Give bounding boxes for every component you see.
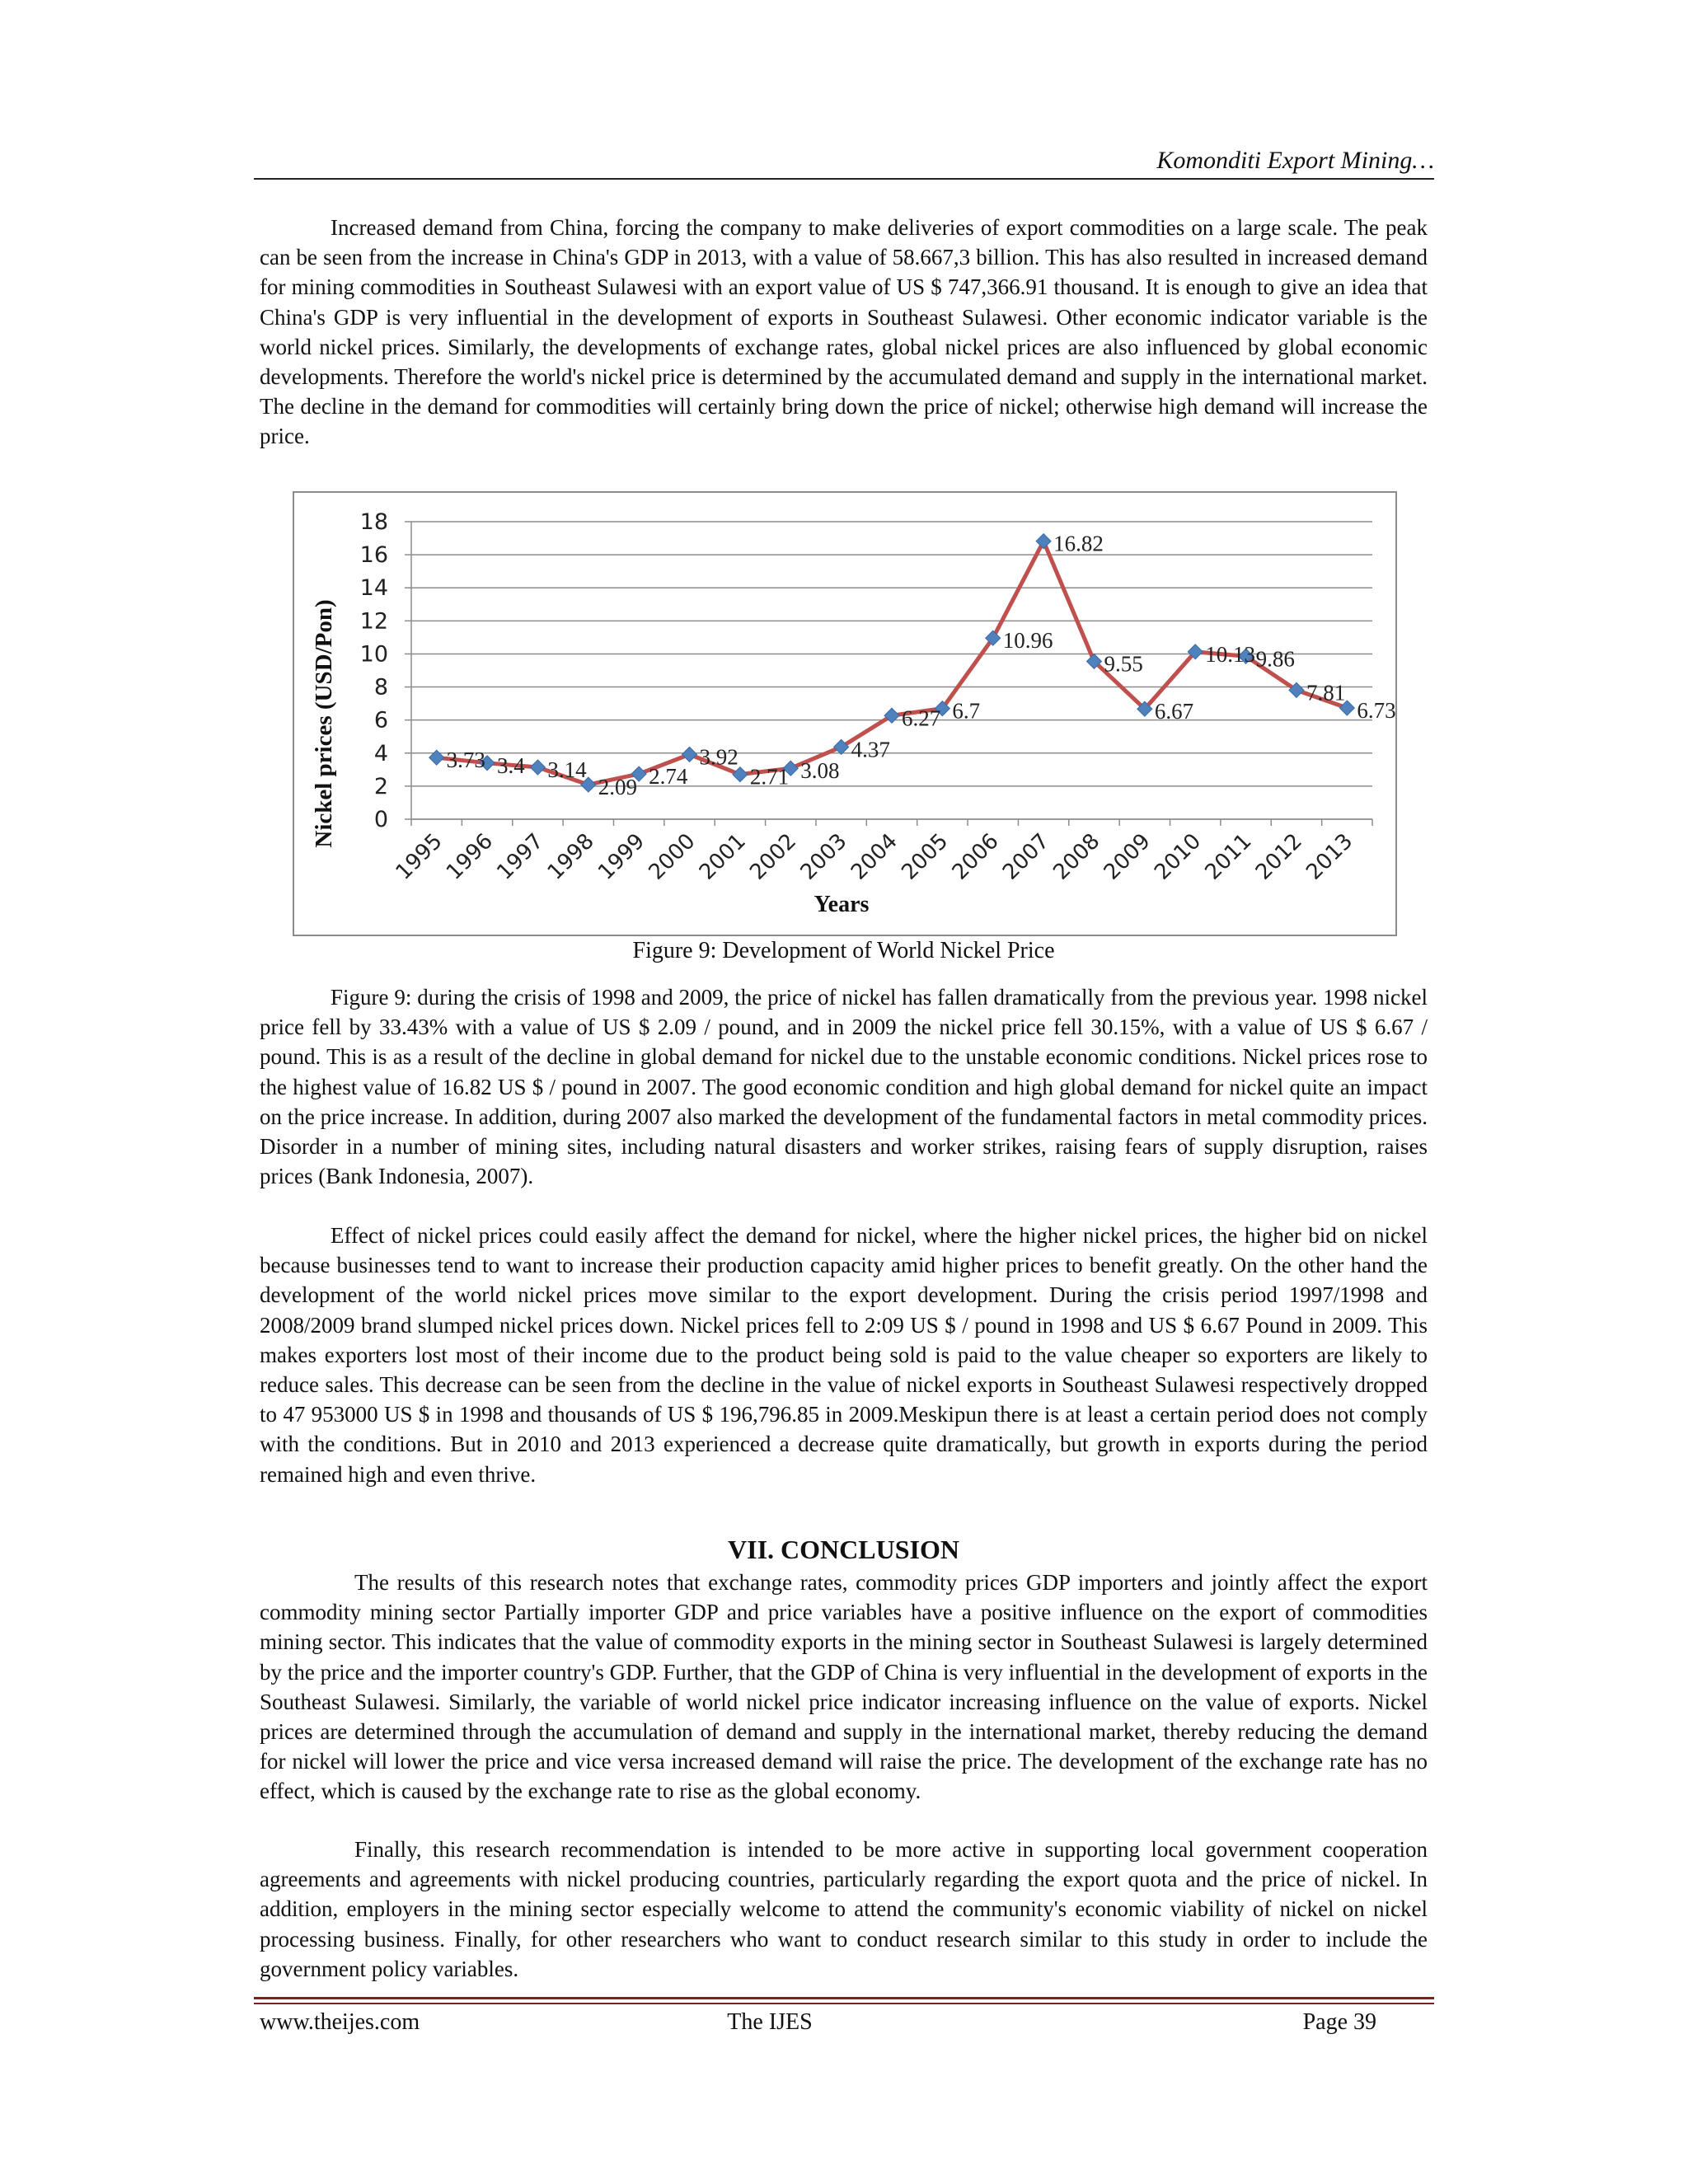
data-label: 3.14 (547, 757, 587, 783)
figure-caption: Figure 9: Development of World Nickel Price (632, 938, 1055, 963)
y-tick-label: 6 (373, 707, 388, 733)
x-tick-label: 1995 (391, 828, 448, 885)
paragraph-1: Increased demand from China, forcing the company to make deliveries of export commodities on a large scale. The peak can be seen from the increase in China's GDP in 2013, with a value of 58.667,3 billion. This has also resulted in increased demand for mining commodities in Southeast Sulawesi with an export value of US $ 747,366.91 thousand. It is enough to give an idea that China's GDP is very influential in the development of exports in Southeast Sulawesi. Other economic indicator variable is the world nickel prices. Similarly, the developments of exchange rates, global nickel prices are also influenced by global economic developments. Therefore the world's nickel price is determined by the accumulated demand and supply in the international market. The decline in the demand for commodities will certainly bring down the price of nickel; otherwise high demand will increase the price. (260, 215, 1428, 449)
data-label: 2.09 (598, 775, 638, 800)
y-tick-label: 12 (359, 608, 388, 635)
section-heading: VII. CONCLUSION (728, 1535, 959, 1564)
data-label: 16.82 (1053, 531, 1104, 556)
paragraph-2: Figure 9: during the crisis of 1998 and 2009, the price of nickel has fallen dramatically from the previous year. 1998 nickel price fell by 33.43% with a value of US $ 2.09 / pound, and in 2009 the nickel price fell 30.15%, with a value of US $ 6.67 / pound. This is as a result of the decline in global demand for nickel due to the unstable economic conditions. Nickel prices rose to the highest value of 16.82 US $ / pound in 2007. The good economic condition and high global demand for nickel quite an impact on the price increase. In addition, during 2007 also marked the development of the fundamental factors in metal commodity prices. Disorder in a number of mining sites, including natural disasters and worker strikes, raising fears of supply disruption, raises prices (Bank Indonesia, 2007). (260, 985, 1428, 1189)
y-axis-title: Nickel prices (USD/Pon) (311, 599, 337, 848)
data-label: 6.73 (1357, 698, 1395, 724)
data-label: 3.08 (800, 758, 840, 784)
data-label: 2.71 (749, 764, 790, 790)
x-tick-label: 2007 (998, 828, 1055, 885)
x-tick-label: 2009 (1099, 828, 1156, 885)
y-tick-label: 8 (373, 674, 388, 701)
footer-page-number: Page 39 (1302, 2009, 1376, 2035)
data-label: 6.67 (1154, 699, 1194, 724)
data-label: 3.4 (497, 752, 525, 778)
data-point (429, 750, 444, 765)
data-label: 7.81 (1306, 680, 1346, 705)
x-tick-label: 2005 (897, 828, 954, 885)
footer-rule (254, 1997, 1434, 1999)
x-tick-label: 2003 (795, 828, 852, 885)
chart-svg (294, 493, 1395, 935)
y-tick-label: 2 (373, 773, 388, 799)
x-tick-label: 2004 (846, 828, 903, 885)
footer-website: www.theijes.com (260, 2009, 420, 2035)
x-tick-label: 2013 (1301, 828, 1358, 885)
data-label: 9.55 (1104, 651, 1143, 677)
x-tick-label: 1996 (441, 828, 499, 885)
data-label: 10.13 (1205, 641, 1255, 667)
header-rule (254, 178, 1434, 180)
data-label: 10.96 (1002, 628, 1053, 654)
y-tick-label: 18 (359, 509, 388, 535)
x-tick-label: 2001 (694, 828, 751, 885)
paragraph-5: Finally, this research recommendation is intended to be more active in supporting local government cooperation agreements and agreements with nickel producing countries, particularly regarding the export quota and the price of nickel. In addition, employers in the mining sector especially welcome to attend the community's economic viability of nickel on nickel processing business. Finally, for other researchers who want to conduct research similar to this study in order to include the government policy variables. (260, 1837, 1428, 1981)
data-label: 2.74 (649, 764, 688, 790)
x-tick-label: 2008 (1048, 828, 1105, 885)
y-tick-label: 0 (373, 807, 388, 832)
x-tick-label: 2000 (644, 828, 701, 885)
data-label: 3.92 (699, 744, 738, 770)
data-label: 6.27 (902, 705, 941, 731)
data-label: 4.37 (851, 737, 890, 762)
nickel-price-chart (293, 491, 1397, 936)
y-tick-label: 10 (359, 641, 388, 668)
x-tick-label: 2012 (1250, 828, 1307, 885)
data-label: 9.86 (1255, 646, 1295, 672)
data-point (1036, 534, 1051, 549)
paragraph-4: The results of this research notes that exchange rates, commodity prices GDP importers and jointly affect the export commodity mining sector Partially importer GDP and price variables have a positive influence on the export of commodities mining sector. This indicates that the value of commodity exports in the mining sector in Southeast Sulawesi is largely determined by the price and the importer country's GDP. Further, that the GDP of China is very influential in the development of exports in the Southeast Sulawesi. Similarly, the variable of world nickel price indicator increasing influence on the value of exports. Nickel prices are determined through the accumulation of demand and supply in the international market, thereby reducing the demand for nickel will lower the price and vice versa increased demand will raise the price. The development of the exchange rate has no effect, which is caused by the exchange rate to rise as the global economy. (260, 1570, 1428, 1804)
data-label: 6.7 (952, 698, 981, 724)
x-tick-label: 2011 (1200, 828, 1257, 885)
footer-journal: The IJES (727, 2009, 813, 2035)
x-tick-label: 2002 (745, 828, 802, 885)
x-axis-title: Years (814, 892, 870, 917)
y-tick-label: 14 (359, 575, 388, 602)
y-tick-label: 16 (359, 542, 388, 569)
x-tick-label: 1998 (542, 828, 599, 885)
data-label: 3.73 (446, 748, 485, 773)
data-point (530, 760, 545, 775)
running-header: Komonditi Export Mining… (1156, 147, 1434, 174)
x-tick-label: 1997 (492, 828, 549, 885)
x-tick-label: 2006 (947, 828, 1004, 885)
footer-rule-thin (254, 2003, 1434, 2004)
data-point (682, 747, 697, 762)
y-tick-label: 4 (373, 740, 388, 766)
paragraph-3: Effect of nickel prices could easily affect the demand for nickel, where the higher nickel prices, the higher bid on nickel because businesses tend to want to increase their production capacity amid higher prices to benefit greatly. On the other hand the development of the world nickel prices move similar to the export development. During the crisis period 1997/1998 and 2008/2009 brand slumped nickel prices down. Nickel prices fell to 2:09 US $ / pound in 1998 and US $ 6.67 Pound in 2009. This makes exporters lost most of their income due to the product being sold is paid to the value cheaper so exporters are likely to reduce sales. This decrease can be seen from the decline in the value of nickel exports in Southeast Sulawesi respectively dropped to 47 953000 US $ in 1998 and thousands of US $ 196,796.85 in 2009.Meskipun there is at least a certain period does not comply with the conditions. But in 2010 and 2013 experienced a decrease quite dramatically, but growth in exports during the period remained high and even thrive. (260, 1223, 1428, 1487)
x-tick-label: 2010 (1150, 828, 1207, 885)
x-tick-label: 1999 (593, 828, 650, 885)
